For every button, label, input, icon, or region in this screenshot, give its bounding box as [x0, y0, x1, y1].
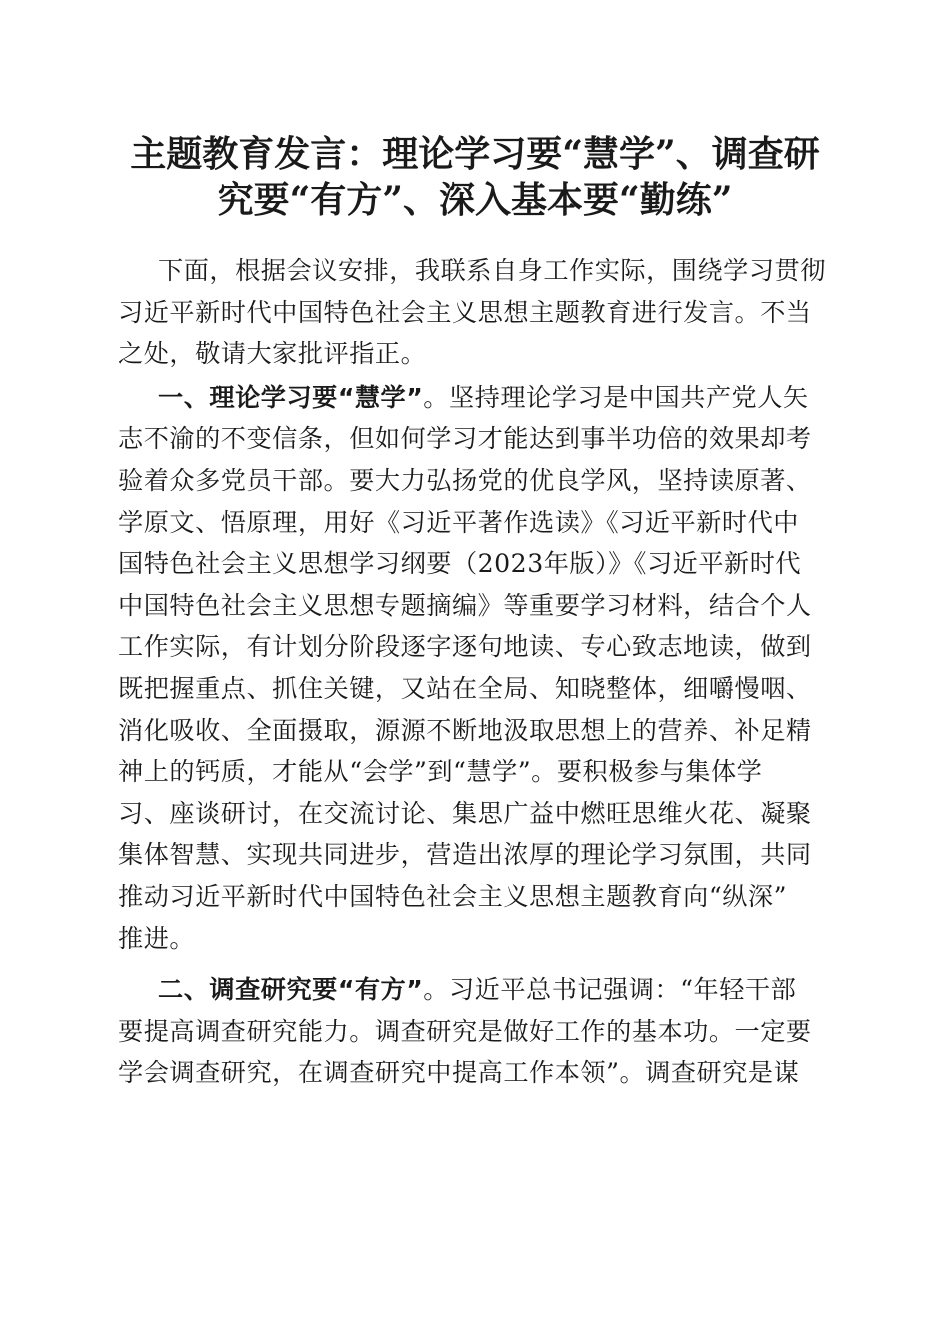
intro-line: 下面，根据会议安排，我联系自身工作实际，围绕学习贯彻: [158, 256, 826, 285]
section-1-first-line-text: 。坚持理论学习是中国共产党人矢: [423, 382, 809, 412]
section-1-line: 学原文、悟原理，用好《习近平著作选读》《习近平新时代中: [118, 507, 799, 537]
section-1-line: 国特色社会主义思想学习纲要（2023年版）》《习近平新时代: [118, 549, 802, 579]
section-1-line: 消化吸收、全面摄取，源源不断地汲取思想上的营养、补足精: [118, 715, 812, 745]
title-line-2: 究要“有方”、深入基本要“勤练”: [217, 179, 733, 221]
section-1-line: 习、座谈研讨，在交流讨论、集思广益中燃旺思维火花、凝聚: [118, 798, 812, 828]
section-1-line: 既把握重点、抓住关键，又站在全局、知晓整体，细嚼慢咽、: [118, 673, 812, 703]
document-body: [118, 250, 830, 1094]
document-title: [100, 131, 850, 223]
section-2-line: 要提高调查研究能力。调查研究是做好工作的基本功。一定要: [118, 1016, 812, 1046]
section-1-line: 推进。: [118, 923, 196, 953]
section-2-paragraph: [118, 969, 830, 1094]
section-1-line: 推动习近平新时代中国特色社会主义思想主题教育向“纵深”: [118, 881, 787, 911]
section-1-heading: 一、理论学习要“慧学”: [158, 382, 424, 412]
intro-line: 习近平新时代中国特色社会主义思想主题教育进行发言。不当: [118, 297, 812, 327]
section-1-line: 验着众多党员干部。要大力弘扬党的优良学风，坚持读原著、: [118, 465, 812, 495]
section-1-line: 中国特色社会主义思想专题摘编》等重要学习材料，结合个人: [118, 590, 812, 620]
intro-paragraph: [118, 250, 830, 375]
section-2-first-line: [118, 969, 830, 1011]
section-2-first-line-text: 。习近平总书记强调：“年轻干部: [423, 975, 797, 1005]
section-1-first-line: [118, 377, 830, 419]
section-1-line: 神上的钙质，才能从“会学”到“慧学”。要积极参与集体学: [118, 757, 763, 787]
title-line-1: 主题教育发言：理论学习要“慧学”、调查研: [130, 133, 820, 175]
section-1-line: 集体智慧、实现共同进步，营造出浓厚的理论学习氛围，共同: [118, 840, 812, 870]
section-1-line: 工作实际，有计划分阶段逐字逐句地读、专心致志地读，做到: [118, 632, 812, 662]
section-2-heading: 二、调查研究要“有方”: [158, 975, 424, 1005]
intro-line: 之处，敬请大家批评指正。: [118, 339, 427, 369]
section-2-line: 学会调查研究，在调查研究中提高工作本领”。调查研究是谋: [118, 1058, 800, 1088]
section-1-paragraph: [118, 377, 830, 959]
section-1-line: 志不渝的不变信条，但如何学习才能达到事半功倍的效果却考: [118, 424, 812, 454]
